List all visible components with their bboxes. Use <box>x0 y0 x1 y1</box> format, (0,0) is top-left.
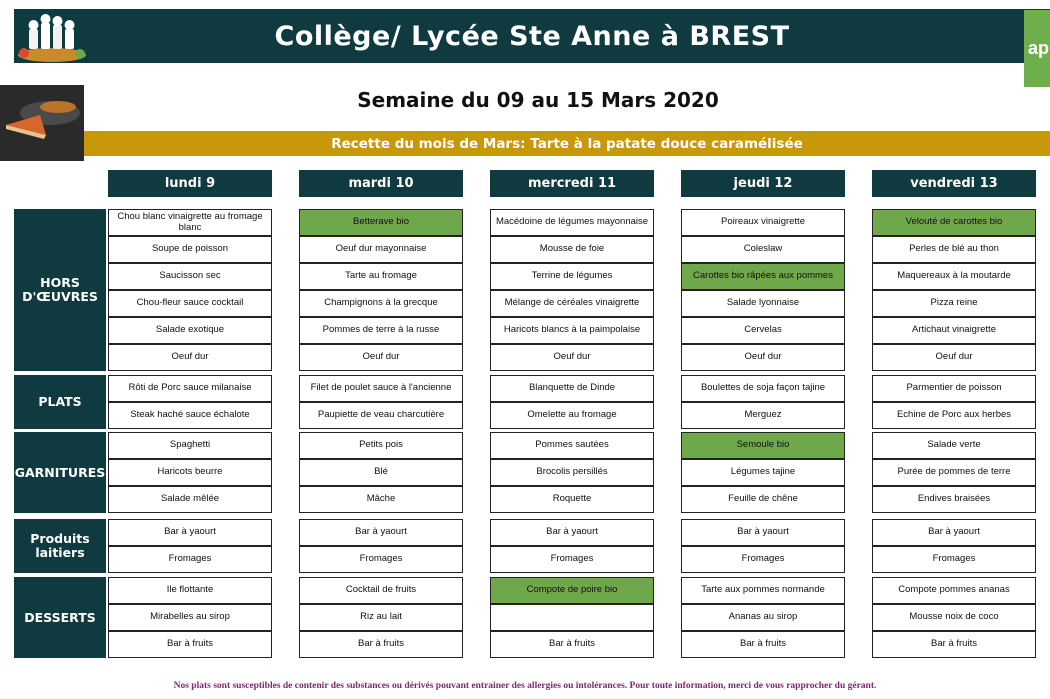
menu-cell: Fromages <box>299 546 463 573</box>
menu-cell: Maquereaux à la moutarde <box>872 263 1036 290</box>
menu-cell: Blé <box>299 459 463 486</box>
week-title: Semaine du 09 au 15 Mars 2020 <box>357 88 719 112</box>
menu-cell: Carottes bio râpées aux pommes <box>681 263 845 290</box>
menu-cell: Riz au lait <box>299 604 463 631</box>
menu-cell: Filet de poulet sauce à l'ancienne <box>299 375 463 402</box>
day-header: mercredi 11 <box>490 170 654 197</box>
category-label: Produits laitiers <box>14 519 106 573</box>
menu-cell: Bar à fruits <box>299 631 463 658</box>
menu-cell: Chou-fleur sauce cocktail <box>108 290 272 317</box>
chefs-logo <box>14 9 90 63</box>
menu-cell: Tarte aux pommes normande <box>681 577 845 604</box>
menu-cell: Endives braisées <box>872 486 1036 513</box>
menu-cell: Cervelas <box>681 317 845 344</box>
menu-cell: Bar à yaourt <box>490 519 654 546</box>
menu-cell: Bar à yaourt <box>872 519 1036 546</box>
menu-cell: Fromages <box>681 546 845 573</box>
day-header: lundi 9 <box>108 170 272 197</box>
menu-cell: Ananas au sirop <box>681 604 845 631</box>
menu-cell: Artichaut vinaigrette <box>872 317 1036 344</box>
menu-cell: Champignons à la grecque <box>299 290 463 317</box>
menu-cell: Purée de pommes de terre <box>872 459 1036 486</box>
menu-cell: Compote pommes ananas <box>872 577 1036 604</box>
menu-cell: Bar à yaourt <box>299 519 463 546</box>
menu-cell: Echine de Porc aux herbes <box>872 402 1036 429</box>
menu-cell: Oeuf dur <box>108 344 272 371</box>
menu-cell: Pommes sautées <box>490 432 654 459</box>
menu-cell: Mousse de foie <box>490 236 654 263</box>
menu-cell: Boulettes de soja façon tajine <box>681 375 845 402</box>
menu-cell: Perles de blé au thon <box>872 236 1036 263</box>
menu-cell: Oeuf dur mayonnaise <box>299 236 463 263</box>
menu-cell: Mélange de céréales vinaigrette <box>490 290 654 317</box>
menu-cell: Bar à yaourt <box>108 519 272 546</box>
menu-cell: Oeuf dur <box>299 344 463 371</box>
day-header: mardi 10 <box>299 170 463 197</box>
menu-cell: Salade exotique <box>108 317 272 344</box>
brand-logo <box>1024 10 1050 87</box>
category-label: DESSERTS <box>14 577 106 658</box>
category-label: PLATS <box>14 375 106 429</box>
menu-cell: Saucisson sec <box>108 263 272 290</box>
menu-cell: Fromages <box>490 546 654 573</box>
menu-cell: Haricots blancs à la paimpolaise <box>490 317 654 344</box>
menu-cell: Mousse noix de coco <box>872 604 1036 631</box>
menu-cell: Pizza reine <box>872 290 1036 317</box>
menu-cell: Bar à fruits <box>490 631 654 658</box>
menu-cell: Semoule bio <box>681 432 845 459</box>
menu-cell: Salade verte <box>872 432 1036 459</box>
menu-cell <box>490 604 654 631</box>
menu-cell: Omelette au fromage <box>490 402 654 429</box>
brand-logo-text: ap <box>1027 38 1049 58</box>
menu-cell: Salade mêlée <box>108 486 272 513</box>
menu-cell: Légumes tajine <box>681 459 845 486</box>
menu-cell: Macédoine de légumes mayonnaise <box>490 209 654 236</box>
day-header: vendredi 13 <box>872 170 1036 197</box>
menu-cell: Oeuf dur <box>490 344 654 371</box>
menu-cell: Ile flottante <box>108 577 272 604</box>
menu-cell: Fromages <box>872 546 1036 573</box>
page-title: Collège/ Lycée Ste Anne à BREST <box>274 20 790 52</box>
menu-cell: Mirabelles au sirop <box>108 604 272 631</box>
menu-cell: Bar à yaourt <box>681 519 845 546</box>
category-label: HORS D'ŒUVRES <box>14 209 106 371</box>
menu-cell: Rôti de Porc sauce milanaise <box>108 375 272 402</box>
recipe-text: Recette du mois de Mars: Tarte à la patate douce caramélisée <box>331 135 803 152</box>
menu-cell: Roquette <box>490 486 654 513</box>
menu-cell: Velouté de carottes bio <box>872 209 1036 236</box>
recipe-banner <box>84 131 1050 156</box>
menu-cell: Paupiette de veau charcutière <box>299 402 463 429</box>
allergy-notice: Nos plats sont susceptibles de contenir des substances ou dérivés pouvant entrainer des allergies ou intolérances. Pour toute information, merci de vous rapprocher du gérant. <box>173 681 877 691</box>
menu-cell: Soupe de poisson <box>108 236 272 263</box>
menu-cell: Feuille de chêne <box>681 486 845 513</box>
menu-cell: Tarte au fromage <box>299 263 463 290</box>
menu-cell: Fromages <box>108 546 272 573</box>
menu-cell: Brocolis persillés <box>490 459 654 486</box>
menu-cell: Bar à fruits <box>872 631 1036 658</box>
menu-cell: Parmentier de poisson <box>872 375 1036 402</box>
day-header: jeudi 12 <box>681 170 845 197</box>
menu-cell: Oeuf dur <box>681 344 845 371</box>
menu-cell: Blanquette de Dinde <box>490 375 654 402</box>
category-label: GARNITURES <box>14 432 106 513</box>
menu-cell: Merguez <box>681 402 845 429</box>
menu-cell: Chou blanc vinaigrette au fromage blanc <box>108 209 272 236</box>
header-bar <box>14 9 1050 63</box>
menu-cell: Haricots beurre <box>108 459 272 486</box>
menu-cell: Betterave bio <box>299 209 463 236</box>
menu-cell: Oeuf dur <box>872 344 1036 371</box>
menu-cell: Salade lyonnaise <box>681 290 845 317</box>
menu-cell: Coleslaw <box>681 236 845 263</box>
menu-cell: Pommes de terre à la russe <box>299 317 463 344</box>
menu-cell: Bar à fruits <box>108 631 272 658</box>
menu-cell: Petits pois <box>299 432 463 459</box>
menu-cell: Terrine de légumes <box>490 263 654 290</box>
menu-cell: Compote de poire bio <box>490 577 654 604</box>
menu-cell: Poireaux vinaigrette <box>681 209 845 236</box>
menu-cell: Spaghetti <box>108 432 272 459</box>
menu-cell: Mâche <box>299 486 463 513</box>
menu-cell: Steak haché sauce échalote <box>108 402 272 429</box>
menu-cell: Cocktail de fruits <box>299 577 463 604</box>
chefs-logo-icon <box>14 9 90 63</box>
menu-cell: Bar à fruits <box>681 631 845 658</box>
